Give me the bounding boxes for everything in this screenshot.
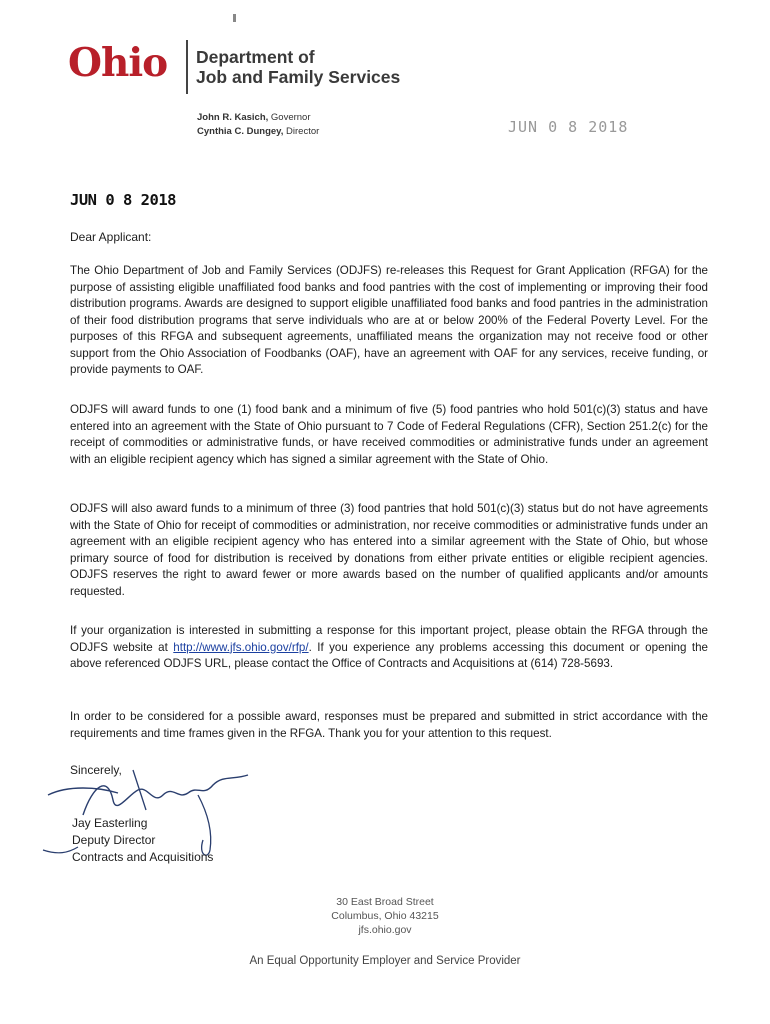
date-stamp: JUN 0 8 2018 (70, 191, 176, 209)
footer-city: Columbus, Ohio 43215 (331, 910, 439, 922)
signer-title: Deputy Director (72, 833, 156, 847)
rfp-website-link[interactable]: http://www.jfs.ohio.gov/rfp/ (173, 640, 309, 654)
signature-block (72, 815, 213, 866)
paragraph-1: The Ohio Department of Job and Family Services (ODJFS) re-releases this Request for Grant Application (RFGA) for the purpose of assisting eligible unaffiliated food banks and food pantries with the cost of implementing or improving their food distribution programs. Awards are designed to support eligible unaffiliated food banks and food pantries in the administration of their food distribution programs that serve individuals who are at or below 200% of the Federal Poverty Level. For the purposes of this RFGA and subsequent agreements, unaffiliated means the organization may not receive food or other support from the Ohio Association of Foodbanks (OAF), have an agreement with OAF for any services, receive funding, or provide payments to OAF. (70, 264, 708, 376)
paragraph-2: ODJFS will award funds to one (1) food bank and a minimum of five (5) food pantries who hold 501(c)(3) status and have entered into an agreement with the State of Ohio pursuant to 7 Code of Federal Regulations (CFR), Section 251.2(c) for the receipt of commodities or administrative funds, or have received commodities or administrative funds under an agreement with an eligible recipient agency which has signed a similar agreement with the State of Ohio. (70, 403, 708, 466)
signer-office: Contracts and Acquisitions (72, 850, 214, 864)
director-name: Cynthia C. Dungey, (197, 126, 284, 137)
signer-name: Jay Easterling (72, 816, 148, 830)
footer-street: 30 East Broad Street (336, 896, 434, 908)
footer-address (0, 895, 770, 937)
governor-title: Governor (270, 112, 311, 123)
salutation: Dear Applicant: (70, 230, 152, 244)
director-title: Director (286, 126, 320, 137)
director-line (197, 125, 319, 139)
dept-line-1: Department of (196, 47, 315, 67)
ohio-logo-word: Ohio (68, 40, 168, 86)
paragraph-5: In order to be considered for a possible award, responses must be prepared and submitted in strict accordance with the requirements and time frames given in the RFGA. Thank you for your attention to this request. (70, 710, 708, 740)
paragraph-3: ODJFS will also award funds to a minimum of three (3) food pantries that hold 501(c)(3) status but do not have agreements with the State of Ohio for receipt of commodities or administration, nor receive commodities or administrative funds under an agreement with an eligible recipient agency who has entered into a similar agreement with the State of Ohio, but whose primary source of food for distribution is received by donations from either private entities or eligible recipient agencies. ODJFS reserves the right to award fewer or more awards based on the number of qualified applicants and/or amounts requested. (70, 502, 708, 598)
footer-eoe: An Equal Opportunity Employer and Service Provider (249, 955, 521, 967)
governor-name: John R. Kasich, (197, 112, 269, 123)
footer-web: jfs.ohio.gov (358, 924, 412, 936)
dept-line-2: Job and Family Services (196, 67, 401, 87)
department-name (196, 47, 400, 87)
governor-line (197, 111, 319, 125)
received-stamp: JUN 0 8 2018 (508, 118, 629, 136)
paragraph-4 (70, 623, 708, 673)
logo-divider (186, 40, 188, 94)
scan-speck (233, 14, 236, 22)
paragraph-4-start: If your organization is interested in submitting a response for this important project, please obtain the RFGA through the ODJFS website at (70, 624, 708, 654)
paragraph-4-end: . If you experience any problems accessing this document or opening the above referenced ODJFS URL, please contact the Office of Contracts and Acquisitions at (614) 728-5693. (70, 640, 708, 670)
officials-list (197, 111, 319, 139)
closing: Sincerely, (70, 763, 122, 777)
